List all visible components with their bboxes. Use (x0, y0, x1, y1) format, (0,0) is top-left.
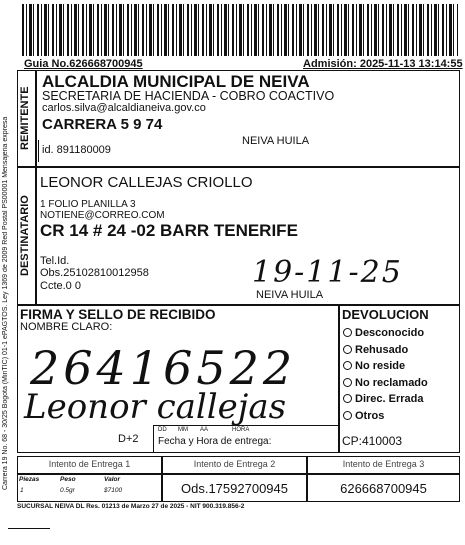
destinatario-label: DESTINATARIO (19, 195, 31, 277)
id-tick (38, 140, 39, 162)
destinatario-city: NEIVA HUILA (256, 289, 324, 301)
option-no-reside[interactable]: No reside (343, 361, 458, 378)
radio-icon (343, 345, 352, 354)
nombre-claro-label: NOMBRE CLARO: (20, 321, 113, 333)
admission-date: Admisión: 2025-11-13 13:14:55 (303, 58, 463, 70)
fecha-dd: DD (158, 427, 167, 433)
valor-value: $7100 (104, 487, 123, 494)
option-otros[interactable]: Otros (343, 411, 458, 428)
fecha-box (153, 425, 338, 453)
intento-1-label: Intento de Entrega 1 (48, 459, 131, 469)
destinatario-folio: 1 FOLIO PLANILLA 3 (40, 199, 136, 210)
piezas-header: Piezas (19, 476, 40, 483)
devolucion-title: DEVOLUCION (342, 307, 429, 322)
radio-icon (343, 328, 352, 337)
destinatario-address: CR 14 # 24 -02 BARR TENERIFE (40, 221, 298, 240)
peso-header: Peso (60, 476, 76, 483)
destinatario-email: NOTIENE@CORREO.COM (40, 210, 165, 221)
guia-box-number: 626668700945 (340, 481, 427, 496)
devolucion-options (343, 328, 458, 427)
piezas-value: 1 (20, 487, 24, 494)
option-rehusado[interactable]: Rehusado (343, 345, 458, 362)
remitente-label: REMITENTE (19, 86, 31, 151)
remitente-id: id. 891180009 (42, 144, 111, 156)
footer-legal: SUCURSAL NEIVA DL Res. 01213 de Marzo 27 de 2025 - NIT 900.319.856-2 (17, 503, 245, 510)
destinatario-divider (35, 167, 37, 305)
guia-number: Guia No.626668700945 (24, 58, 143, 70)
option-no-reclamado[interactable]: No reclamado (343, 378, 458, 395)
side-legal-text: Carrera 19 No. 68 - 30/25 Bogota (MinTIC) 01-1 ePAGTOS. Ley 1369 de 2009 Red Postal PS00001 Mensajeria expresa (2, 116, 9, 490)
radio-icon (343, 361, 352, 370)
fecha-mm: MM (178, 427, 188, 433)
fecha-aa: AA (200, 427, 209, 433)
peso-value: 0.5gr (60, 487, 75, 494)
footer-rule (8, 528, 50, 529)
destinatario-tel: Tel.Id. (40, 255, 70, 267)
ods-number: Ods.17592700945 (181, 481, 288, 496)
barcode (22, 4, 458, 56)
fecha-label: Fecha y Hora de entrega: (158, 436, 272, 447)
intento-2-label: Intento de Entrega 2 (193, 459, 276, 469)
option-direc-errada[interactable]: Direc. Errada (343, 394, 458, 411)
remitente-name: ALCALDIA MUNICIPAL DE NEIVA (42, 72, 310, 91)
handwritten-signature: Leonor callejas (24, 387, 287, 427)
handwritten-id-number: 26416522 (30, 341, 297, 395)
remitente-dept: SECRETARIA DE HACIENDA - COBRO COACTIVO (42, 89, 335, 103)
handwritten-date: 19-11-25 (252, 255, 403, 290)
remitente-divider (35, 70, 37, 167)
remitente-city: NEIVA HUILA (242, 135, 310, 147)
destinatario-ccte: Ccte.0 0 (40, 280, 81, 292)
remitente-address: CARRERA 5 9 74 (42, 116, 163, 133)
radio-icon (343, 411, 352, 420)
codigo-postal: CP:410003 (342, 434, 403, 448)
radio-icon (343, 394, 352, 403)
option-desconocido[interactable]: Desconocido (343, 328, 458, 345)
radio-icon (343, 378, 352, 387)
remitente-email: carlos.silva@alcaldianeiva.gov.co (42, 102, 206, 114)
destinatario-obs: Obs.25102810012958 (40, 267, 149, 279)
destinatario-name: LEONOR CALLEJAS CRIOLLO (40, 174, 253, 191)
valor-header: Valor (104, 476, 121, 483)
d-plus-2: D+2 (118, 433, 139, 445)
intento-3-label: Intento de Entrega 3 (342, 459, 425, 469)
firma-title: FIRMA Y SELLO DE RECIBIDO (20, 307, 216, 322)
fecha-hora: HORA (232, 427, 250, 433)
